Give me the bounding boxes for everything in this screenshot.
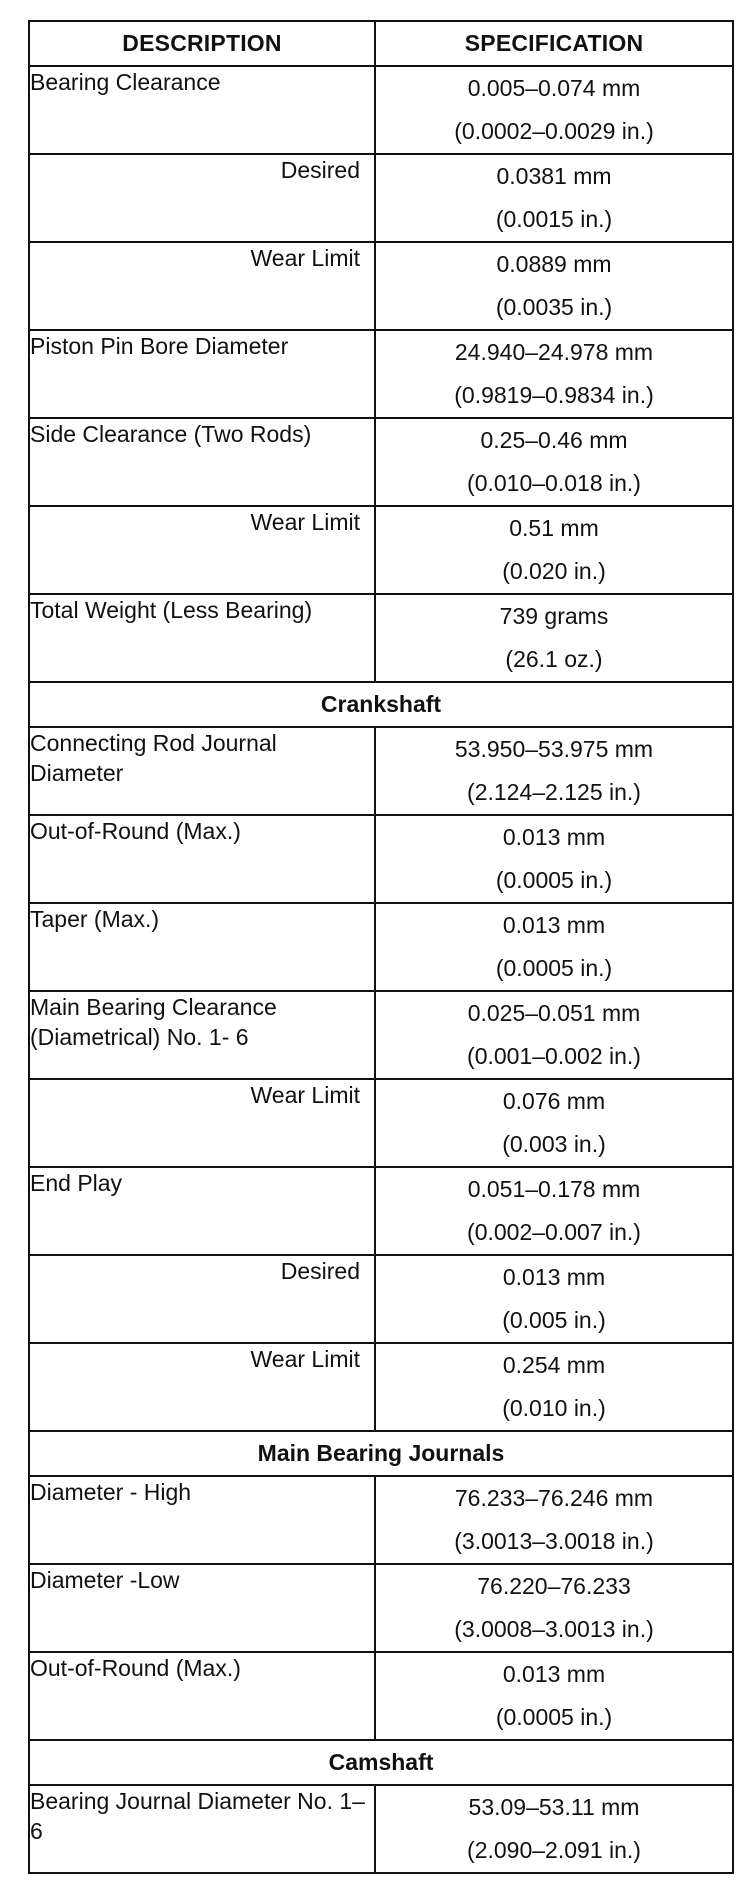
specification-cell xyxy=(375,1167,733,1255)
specification-cell xyxy=(375,727,733,815)
table-row xyxy=(29,330,733,418)
table-row xyxy=(29,506,733,594)
imperial-value: (0.003 in.) xyxy=(502,1131,606,1157)
metric-value: 53.950–53.975 mm xyxy=(454,736,654,762)
metric-value: 0.254 mm xyxy=(502,1352,606,1378)
imperial-value: (0.0005 in.) xyxy=(495,1704,613,1730)
imperial-value: (0.0005 in.) xyxy=(495,955,613,981)
description-cell: Out-of-Round (Max.) xyxy=(29,1652,375,1740)
imperial-value: (0.005 in.) xyxy=(502,1307,606,1333)
metric-value: 24.940–24.978 mm xyxy=(454,339,654,365)
specification-cell xyxy=(375,66,733,154)
table-row xyxy=(29,594,733,682)
specification-cell xyxy=(375,506,733,594)
description-cell: Desired xyxy=(29,154,375,242)
table-row xyxy=(29,1785,733,1873)
imperial-value: (0.001–0.002 in.) xyxy=(467,1043,641,1069)
specification-cell xyxy=(375,242,733,330)
table-row xyxy=(29,242,733,330)
description-cell: End Play xyxy=(29,1167,375,1255)
description-cell: Wear Limit xyxy=(29,1079,375,1167)
imperial-value: (0.002–0.007 in.) xyxy=(467,1219,641,1245)
metric-value: 0.051–0.178 mm xyxy=(467,1176,641,1202)
table-row xyxy=(29,66,733,154)
table-row xyxy=(29,1079,733,1167)
specification-cell xyxy=(375,1476,733,1564)
description-cell: Main Bearing Clearance (Diametrical) No. 1- 6 xyxy=(29,991,375,1079)
table-row xyxy=(29,1343,733,1431)
description-cell: Piston Pin Bore Diameter xyxy=(29,330,375,418)
metric-value: 0.025–0.051 mm xyxy=(467,1000,641,1026)
description-cell: Taper (Max.) xyxy=(29,903,375,991)
specification-cell xyxy=(375,418,733,506)
description-column-header: DESCRIPTION xyxy=(29,21,375,66)
table-row xyxy=(29,1564,733,1652)
imperial-value: (3.0008–3.0013 in.) xyxy=(454,1616,654,1642)
metric-value: 0.013 mm xyxy=(502,824,606,850)
description-cell: Diameter - High xyxy=(29,1476,375,1564)
specification-column-header: SPECIFICATION xyxy=(375,21,733,66)
metric-value: 53.09–53.11 mm xyxy=(468,1794,640,1820)
imperial-value: (0.0015 in.) xyxy=(495,206,613,232)
metric-value: 76.233–76.246 mm xyxy=(454,1485,654,1511)
table-row xyxy=(29,815,733,903)
specification-cell xyxy=(375,903,733,991)
specification-cell xyxy=(375,1652,733,1740)
specification-cell xyxy=(375,330,733,418)
metric-value: 739 grams xyxy=(499,603,609,629)
table-header-row xyxy=(29,21,733,66)
specification-cell xyxy=(375,815,733,903)
specification-cell xyxy=(375,1785,733,1873)
metric-value: 0.076 mm xyxy=(502,1088,606,1114)
metric-value: 0.0381 mm xyxy=(496,163,612,189)
description-cell: Desired xyxy=(29,1255,375,1343)
table-row xyxy=(29,1255,733,1343)
imperial-value: (0.010–0.018 in.) xyxy=(467,470,641,496)
table-row xyxy=(29,1167,733,1255)
imperial-value: (0.9819–0.9834 in.) xyxy=(454,382,654,408)
imperial-value: (2.090–2.091 in.) xyxy=(467,1837,641,1863)
metric-value: 0.013 mm xyxy=(502,1661,606,1687)
section-header-row xyxy=(29,1431,733,1476)
imperial-value: (3.0013–3.0018 in.) xyxy=(454,1528,654,1554)
description-cell: Out-of-Round (Max.) xyxy=(29,815,375,903)
imperial-value: (2.124–2.125 in.) xyxy=(467,779,641,805)
specification-cell xyxy=(375,1564,733,1652)
metric-value: 0.0889 mm xyxy=(496,251,612,277)
table-row xyxy=(29,1476,733,1564)
imperial-value: (0.0005 in.) xyxy=(495,867,613,893)
imperial-value: (0.020 in.) xyxy=(502,558,606,584)
table-body xyxy=(29,66,733,1873)
table-row xyxy=(29,903,733,991)
description-cell: Bearing Journal Diameter No. 1–6 xyxy=(29,1785,375,1873)
description-cell: Connecting Rod Journal Diameter xyxy=(29,727,375,815)
section-title: Camshaft xyxy=(29,1740,733,1785)
specification-cell xyxy=(375,594,733,682)
metric-value: 0.005–0.074 mm xyxy=(467,75,641,101)
specification-cell xyxy=(375,991,733,1079)
section-header-row xyxy=(29,682,733,727)
table-row xyxy=(29,154,733,242)
metric-value: 0.013 mm xyxy=(502,912,606,938)
description-cell: Wear Limit xyxy=(29,1343,375,1431)
metric-value: 76.220–76.233 xyxy=(477,1573,631,1599)
metric-value: 0.25–0.46 mm xyxy=(480,427,628,453)
specification-cell xyxy=(375,1343,733,1431)
section-header-row xyxy=(29,1740,733,1785)
table-row xyxy=(29,1652,733,1740)
imperial-value: (0.010 in.) xyxy=(502,1395,606,1421)
specification-table xyxy=(28,20,734,1874)
section-title: Crankshaft xyxy=(29,682,733,727)
description-cell: Wear Limit xyxy=(29,506,375,594)
metric-value: 0.51 mm xyxy=(509,515,599,541)
specification-cell xyxy=(375,1079,733,1167)
specification-cell xyxy=(375,154,733,242)
imperial-value: (0.0002–0.0029 in.) xyxy=(454,118,654,144)
section-title: Main Bearing Journals xyxy=(29,1431,733,1476)
description-cell: Diameter -Low xyxy=(29,1564,375,1652)
specification-cell xyxy=(375,1255,733,1343)
description-cell: Bearing Clearance xyxy=(29,66,375,154)
description-cell: Total Weight (Less Bearing) xyxy=(29,594,375,682)
description-cell: Wear Limit xyxy=(29,242,375,330)
metric-value: 0.013 mm xyxy=(502,1264,606,1290)
table-row xyxy=(29,418,733,506)
table-row xyxy=(29,991,733,1079)
imperial-value: (26.1 oz.) xyxy=(505,646,603,672)
description-cell: Side Clearance (Two Rods) xyxy=(29,418,375,506)
imperial-value: (0.0035 in.) xyxy=(495,294,613,320)
table-row xyxy=(29,727,733,815)
